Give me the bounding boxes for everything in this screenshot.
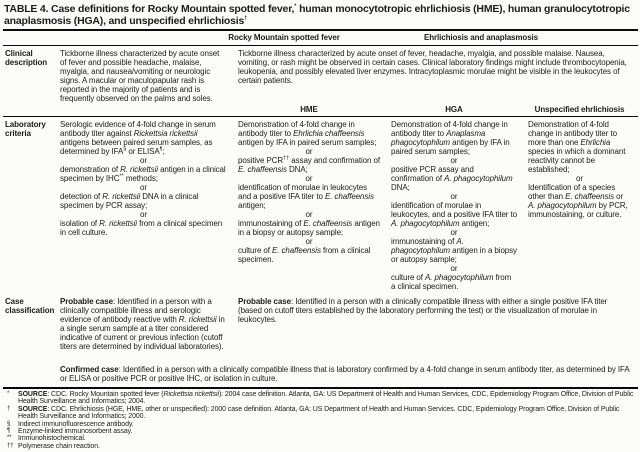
criterion: immunostaining of A. phagocytophilum antigen in a biopsy or autopsy sample;	[391, 237, 517, 264]
clinical-description-row	[3, 46, 638, 103]
or-separator: or	[576, 174, 583, 183]
ehrlichiosis-column-header: Ehrlichiosis and anaplasmosis	[423, 33, 539, 42]
footnote-marker: †	[7, 405, 11, 412]
criterion: Demonstration of 4-fold change in antibody titer to more than one Ehrlichia species in which a dominant reactivity cannot be established;	[528, 120, 626, 174]
footnote	[5, 406, 638, 421]
footnote-marker: *	[7, 391, 10, 397]
footnote	[5, 428, 638, 435]
lab-criteria-unspecified-cell	[524, 117, 638, 291]
lab-criteria-hme-cell	[234, 117, 387, 291]
hga-subheader: HGA	[445, 105, 463, 114]
criterion: positive PCR assay and confirmation of A. phagocytophilum DNA;	[391, 165, 513, 192]
footnote	[5, 391, 638, 406]
criterion: Identification of a species other than E. chaffeensis or A. phagocytophilum by PCR, immunostaining, or culture.	[528, 183, 628, 219]
hme-subheader: HME	[300, 105, 318, 114]
or-separator: or	[450, 264, 458, 273]
footnote-text: SOURCE: CDC. Ehrlichiosis (HGE, HME, other or unspecified): 2000 case definition. Atlanta, GA: US Department of Health and Human Services. CDC, Epidemiology Program Office, Division of Public Health Surveillance and Informatics; 2000.	[18, 405, 620, 421]
footnote-text: Polymerase chain reaction.	[18, 442, 100, 450]
or-separator: or	[305, 174, 313, 183]
table-title: TABLE 4. Case definitions for Rocky Mountain spotted fever,* human monocytotropic ehrlichiosis (HME), human granulocytotropic anaplasmosis (HGA), and unspecified ehrlichiosis†	[4, 3, 630, 27]
or-separator: or	[305, 147, 313, 156]
criterion: culture of A. phagocytophilum from a clinical specimen.	[391, 273, 512, 291]
footnotes	[3, 391, 638, 450]
criterion: Demonstration of 4-fold change in antibody titer to Ehrlichia chaffeensis antigen by IFA in paired serum samples;	[238, 120, 377, 147]
row-label-clinical-description: Clinical description	[5, 49, 48, 67]
bottom-rule	[3, 387, 638, 389]
row-label-case-classification: Case classification	[5, 297, 55, 315]
or-separator: or	[140, 183, 147, 192]
footnote-text: Immunohistochemical.	[18, 435, 86, 443]
clinical-rmsf-cell: Tickborne illness characterized by acute onset of fever and possible headache, malaise, myalgia, and nausea/vomiting or neurologic signs. A macular or maculopapular rash is reported in the majority of patients and is frequently observed on the palms and soles.	[60, 49, 220, 103]
footnote	[5, 435, 638, 442]
subheader-row	[3, 103, 638, 116]
criterion: demonstration of R. rickettsii antigen in a clinical specimen by IHC** methods;	[60, 165, 226, 183]
footnote	[5, 443, 638, 450]
criterion: Serologic evidence of 4-fold change in serum antibody titer against Rickettsia rickettsii antigens between paired serum samples, as determined by IFA§ or ELISA¶;	[60, 120, 216, 156]
footnote-marker: §	[7, 420, 11, 427]
confirmed-case-cell: Confirmed case: Identified in a person with a clinically compatible illness that is laboratory confirmed by a 4-fold change in serum antibody titer, as determined by IFA or ELISA or positive PCR or positive IHC, or isolation in culture.	[60, 365, 630, 383]
criterion: identification of morulae in leukocytes and a positive IFA titer to E. chaffeensis antigen;	[238, 183, 374, 210]
footnote	[5, 421, 638, 428]
laboratory-criteria-row	[3, 117, 638, 291]
or-separator: or	[450, 156, 458, 165]
criterion: culture of E. chaffeensis from a clinical specimen.	[238, 246, 371, 264]
footnote-marker: **	[7, 435, 12, 442]
case-classification-row	[3, 291, 638, 387]
criterion: immunostaining of E. chaffeensis antigen in a biopsy or autopsy sample;	[238, 219, 380, 237]
footnote-text: Enzyme-linked immunosorbent assay.	[18, 428, 133, 436]
criterion: isolation of R. rickettsii from a clinical specimen in cell culture.	[60, 219, 223, 237]
lab-criteria-rmsf-cell	[56, 117, 234, 291]
or-separator: or	[305, 237, 313, 246]
criterion: Demonstration of 4-fold change in antibody titer to Anaplasma phagocytophilum antigen by IFA in paired serum samples;	[391, 120, 510, 156]
or-separator: or	[450, 228, 458, 237]
or-separator: or	[305, 210, 313, 219]
row-label-laboratory-criteria: Laboratory criteria	[5, 120, 46, 138]
or-separator: or	[450, 192, 458, 201]
footnote-marker: ¶	[7, 428, 11, 435]
or-separator: or	[140, 156, 147, 165]
column-spanner-row	[3, 31, 638, 45]
rmsf-column-header: Rocky Mountain spotted fever	[228, 33, 340, 42]
footnote-text: SOURCE: CDC. Rocky Mountain spotted fever (Rickettsia rickettsii): 2004 case definition. Atlanta, GA: US Department of Health and Human Services, CDC, Epidemiology Program Office, Division of Public Health Surveillance and Informatics; 2004.	[18, 391, 634, 406]
unspecified-ehrlichiosis-subheader: Unspecified ehrlichiosis	[534, 105, 625, 114]
or-separator: or	[140, 210, 147, 219]
subheader-spacer	[3, 103, 56, 116]
clinical-ehrlichiosis-cell: Tickborne illness characterized by acute onset of fever, headache, myalgia, and possible malaise. Nausea, vomiting, or rash might be observed in certain cases. Clinical laboratory findings might include thrombocytopenia, leukopenia, and possibly elevated liver enzymes. Intracytoplasmic morulae might be visible in the leukocytes of certain patients.	[238, 49, 627, 85]
probable-case-rmsf-cell: Probable case: Identified in a person with a clinically compatible illness and serologic evidence of antibody reactive with R. rickettsii in a single serum sample at a titer considered indicative of current or previous infection (cutoff titers are determined by individual laboratories).	[60, 297, 225, 351]
criterion: detection of R. rickettsii DNA in a clinical specimen by PCR assay;	[60, 192, 199, 210]
lab-criteria-hga-cell	[387, 117, 524, 291]
footnote-text: Indirect immunofluorescence antibody.	[18, 420, 134, 428]
criterion: identification of morulae in leukocytes, and a positive IFA titer to A. phagocytophilum antigen;	[391, 201, 517, 228]
probable-case-ehrlichiosis-cell: Probable case: Identified in a person with a clinically compatible illness with either a single positive IFA titer (based on cutoff titers established by the laboratory performing the test) or the visualization of morulae in leukocytes.	[238, 297, 608, 324]
criterion: positive PCR†† assay and confirmation of E. chaffeensis DNA;	[238, 155, 380, 174]
footnote-marker: ††	[7, 442, 14, 449]
subheader-spacer	[56, 103, 234, 116]
